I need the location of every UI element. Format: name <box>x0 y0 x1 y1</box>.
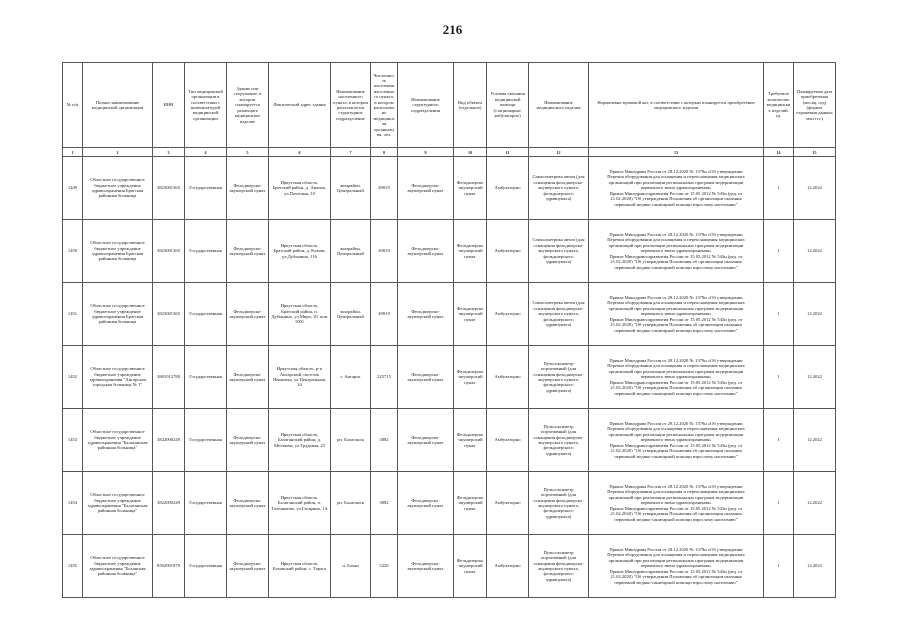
inn-cell: 3823001365 <box>153 157 185 220</box>
row-number: 1453 <box>63 409 83 472</box>
column-number: 7 <box>331 148 371 157</box>
address-cell: Иркутская область, Боханский район, с. Тараса <box>269 535 331 598</box>
table-row <box>63 157 836 220</box>
table-row <box>63 220 836 283</box>
legal-act-line: организаций при реализации региональных программ модернизации <box>608 368 744 374</box>
column-number: 8 <box>371 148 398 157</box>
legal-act-line: первичной медико-санитарной помощи взрослому населению" <box>614 516 738 522</box>
object-type: Фельдшерско-акушерский пункт <box>454 472 487 535</box>
column-number: 12 <box>529 148 589 157</box>
legal-act-line: 21.02.2020) "Об утверждении Положения об организации оказания <box>610 259 742 265</box>
legal-act-line: Приказ Минздравсоцразвития России от 15.05.2012 № 543н (ред. от <box>609 442 743 448</box>
population-cell: 49819 <box>371 157 398 220</box>
legal-act-line: организаций при реализации региональных программ модернизации <box>608 557 744 563</box>
legal-act-line: первичного звена здравоохранения» <box>640 500 712 506</box>
column-header: Численность населения населенного пункта, в котором расположено медицинская организация, чел. <box>371 63 398 148</box>
object-type: Фельдшерско-акушерский пункт <box>454 283 487 346</box>
header-row <box>63 63 836 148</box>
legal-act-line: 21.02.2020) "Об утверждении Положения об организации оказания <box>610 385 742 391</box>
population-cell: 49819 <box>371 220 398 283</box>
device-name: Пульсоксиметр портативный (для оснащения фельдшерско-акушерского пункта, фельдшерского здравпункта) <box>529 409 589 472</box>
org-type: Государственная <box>185 472 227 535</box>
legal-act-line: первичной медико-санитарной помощи взрослому населению" <box>614 264 738 270</box>
building-cell: Фельдшерско-акушерский пункт <box>227 220 269 283</box>
legal-act-line: первичного звена здравоохранения» <box>640 374 712 380</box>
page-number: 216 <box>442 22 463 37</box>
column-header: Наименование структурного подразделения <box>398 63 454 148</box>
legal-act-line: организаций при реализации региональных программ модернизации <box>608 179 744 185</box>
organization-name: Областное государственное бюджетное учреждение здравоохранения "Боханская районная больница" <box>83 535 153 598</box>
table-row <box>63 535 836 598</box>
legal-act <box>589 535 764 598</box>
building-cell: Фельдшерско-акушерский пункт <box>227 472 269 535</box>
legal-act-line: Перечня оборудования для оснащения и переоснащения медицинских <box>607 363 745 369</box>
column-number: 10 <box>454 148 487 157</box>
legal-act-line: Приказ Минздрава России от 28.12.2020 № 1379н «Об утверждении <box>609 421 743 427</box>
row-number: 1449 <box>63 157 83 220</box>
column-header: № п/п <box>63 63 83 148</box>
legal-act-line: первичной медико-санитарной помощи взрослому населению" <box>614 201 738 207</box>
unit-cell: Фельдшерско-акушерский пункт <box>398 409 454 472</box>
device-name: Пульсоксиметр портативный (для оснащения фельдшерско-акушерского пункта, фельдшерского здравпункта) <box>529 535 589 598</box>
device-name: Спиксометрика автом (для оснащения фельдшерско-акушерского пункта, фельдшерского здравпункта) <box>529 220 589 283</box>
table-body <box>63 157 836 598</box>
column-number: 9 <box>398 148 454 157</box>
org-type: Государственная <box>185 283 227 346</box>
settlement-cell: рп. Балаганск <box>331 472 371 535</box>
inn-cell: 3822000249 <box>153 472 185 535</box>
legal-act-line: Перечня оборудования для оснащения и переоснащения медицинских <box>607 237 745 243</box>
unit-cell: Фельдшерско-акушерский пункт <box>398 157 454 220</box>
organization-name: Областное государственное бюджетное учреждение здравоохранения Братская районная больница <box>83 220 153 283</box>
purchase-date: 12.2022 <box>794 535 836 598</box>
legal-act <box>589 283 764 346</box>
legal-act-line: Приказ Минздрава России от 28.12.2020 № 1379н «Об утверждении <box>609 547 743 553</box>
object-type: Фельдшерско-акушерский пункт <box>454 220 487 283</box>
legal-act-line: первичного звена здравоохранения» <box>640 437 712 443</box>
column-header: Здание или сооружение, в котором планируется размещать медицинское изделие <box>227 63 269 148</box>
purchase-date: 12.2022 <box>794 472 836 535</box>
building-cell: Фельдшерско-акушерский пункт <box>227 409 269 472</box>
column-number: 13 <box>589 148 764 157</box>
column-header: ИНН <box>153 63 185 148</box>
quantity-cell: 1 <box>764 535 794 598</box>
unit-cell: Фельдшерско-акушерский пункт <box>398 220 454 283</box>
column-number: 4 <box>185 148 227 157</box>
building-cell: Фельдшерско-акушерский пункт <box>227 346 269 409</box>
legal-act-line: Перечня оборудования для оснащения и переоснащения медицинских <box>607 489 745 495</box>
org-type: Государственная <box>185 157 227 220</box>
legal-act-line: Приказ Минздравсоцразвития России от 15.05.2012 № 543н (ред. от <box>609 379 743 385</box>
column-number: 14 <box>764 148 794 157</box>
legal-act-line: Перечня оборудования для оснащения и переоснащения медицинских <box>607 426 745 432</box>
table-row <box>63 472 836 535</box>
legal-act-line: первичного звена здравоохранения» <box>640 185 712 191</box>
column-number: 5 <box>227 148 269 157</box>
device-name: Спиксометрика автом (для оснащения фельдшерско-акушерского пункта, фельдшерского здравпункта) <box>529 283 589 346</box>
legal-act-line: первичной медико-санитарной помощи взрослому населению" <box>614 390 738 396</box>
column-number: 6 <box>269 148 331 157</box>
care-conditions: Амбулаторно <box>487 220 529 283</box>
table-row <box>63 409 836 472</box>
unit-cell: Фельдшерско-акушерский пункт <box>398 283 454 346</box>
quantity-cell: 1 <box>764 283 794 346</box>
device-name: Спиксометрика автом (для оснащения фельдшерско-акушерского пункта, фельдшерского здравпункта) <box>529 157 589 220</box>
quantity-cell: 1 <box>764 346 794 409</box>
purchase-date: 12.2022 <box>794 157 836 220</box>
column-header: Фактический адрес здания <box>269 63 331 148</box>
purchase-date: 12.2022 <box>794 283 836 346</box>
legal-act-line: 21.02.2020) "Об утверждении Положения об организации оказания <box>610 574 742 580</box>
column-number: 2 <box>83 148 153 157</box>
legal-act <box>589 409 764 472</box>
population-cell: 49819 <box>371 283 398 346</box>
legal-act-line: первичной медико-санитарной помощи взрослому населению" <box>614 579 738 585</box>
legal-act-line: Приказ Минздрава России от 28.12.2020 № 1379н «Об утверждении <box>609 295 743 301</box>
column-number: 1 <box>63 148 83 157</box>
legal-act-line: 21.02.2020) "Об утверждении Положения об организации оказания <box>610 322 742 328</box>
legal-act-line: первичной медико-санитарной помощи взрослому населению" <box>614 327 738 333</box>
column-number: 3 <box>153 148 185 157</box>
column-header: Планируемая дата приобретения (месяц, год) (формат отражения данных мм.гггг.) <box>794 63 836 148</box>
row-number: 1451 <box>63 283 83 346</box>
legal-act-line: организаций при реализации региональных программ модернизации <box>608 431 744 437</box>
org-type: Государственная <box>185 220 227 283</box>
care-conditions: Амбулаторно <box>487 535 529 598</box>
legal-act <box>589 346 764 409</box>
building-cell: Фельдшерско-акушерский пункт <box>227 535 269 598</box>
device-name: Пульсоксиметр портативный (для оснащения фельдшерско-акушерского пункта, фельдшерского здравпункта) <box>529 346 589 409</box>
settlement-cell: г. Ангарск <box>331 346 371 409</box>
organization-name: Областное государственное бюджетное учреждение здравоохранения Братская районная больница <box>83 157 153 220</box>
legal-act-line: Перечня оборудования для оснащения и переоснащения медицинских <box>607 552 745 558</box>
column-number: 11 <box>487 148 529 157</box>
care-conditions: Амбулаторно <box>487 472 529 535</box>
legal-act-line: организаций при реализации региональных программ модернизации <box>608 494 744 500</box>
legal-act-line: Приказ Минздрава России от 28.12.2020 № 1379н «Об утверждении <box>609 169 743 175</box>
address-cell: Иркутская область, Братский район, д. Анчиль, ул.Почтовая, 10 <box>269 157 331 220</box>
inn-cell: 3801012780 <box>153 346 185 409</box>
purchase-date: 12.2022 <box>794 220 836 283</box>
quantity-cell: 1 <box>764 472 794 535</box>
legal-act-line: первичного звена здравоохранения» <box>640 311 712 317</box>
object-type: Фельдшерско-акушерский пункт <box>454 535 487 598</box>
org-type: Государственная <box>185 535 227 598</box>
population-cell: 3882 <box>371 409 398 472</box>
object-type: Фельдшерско-акушерский пункт <box>454 157 487 220</box>
column-number-row <box>63 148 836 157</box>
legal-act-line: Приказ Минздравсоцразвития России от 15.05.2012 № 543н (ред. от <box>609 505 743 511</box>
column-header: Наименование населенного пункта, в котором располагается структурное подразделение <box>331 63 371 148</box>
org-type: Государственная <box>185 409 227 472</box>
column-header: Полное наименование медицинской организации <box>83 63 153 148</box>
address-cell: Иркутская область, Балаганский район, п. Тальниково, ул.Гагарина, 1А <box>269 472 331 535</box>
legal-act-line: Перечня оборудования для оснащения и переоснащения медицинских <box>607 300 745 306</box>
settlement-cell: рп. Балаганск <box>331 409 371 472</box>
inn-cell: 8502001870 <box>153 535 185 598</box>
row-number: 1450 <box>63 220 83 283</box>
quantity-cell: 1 <box>764 409 794 472</box>
unit-cell: Фельдшерско-акушерский пункт <box>398 472 454 535</box>
legal-act-line: Приказ Минздрава России от 28.12.2020 № 1379н «Об утверждении <box>609 358 743 364</box>
legal-act-line: Приказ Минздравсоцразвития России от 15.05.2012 № 543н (ред. от <box>609 190 743 196</box>
population-cell: 5220 <box>371 535 398 598</box>
column-header: Требуемое количество медицинских изделий, ед. <box>764 63 794 148</box>
settlement-cell: жилрайон. Центральный <box>331 157 371 220</box>
object-type: Фельдшерско-акушерский пункт <box>454 409 487 472</box>
legal-act-line: первичного звена здравоохранения» <box>640 248 712 254</box>
settlement-cell: п. Бохан <box>331 535 371 598</box>
column-header: Вид объекта (отдельное) <box>454 63 487 148</box>
legal-act-line: Приказ Минздравсоцразвития России от 15.05.2012 № 543н (ред. от <box>609 253 743 259</box>
org-type: Государственная <box>185 346 227 409</box>
unit-cell: Фельдшерско-акушерский пункт <box>398 535 454 598</box>
unit-cell: Фельдшерско-акушерский пункт <box>398 346 454 409</box>
inn-cell: 3823001365 <box>153 220 185 283</box>
column-number: 15 <box>794 148 836 157</box>
organization-name: Областное государственное бюджетное учреждение здравоохранения "Балаганская районная больница" <box>83 409 153 472</box>
population-cell: 3882 <box>371 472 398 535</box>
organization-name: Областное государственное бюджетное учреждение здравоохранения Братская районная больница <box>83 283 153 346</box>
care-conditions: Амбулаторно <box>487 283 529 346</box>
organization-name: Областное государственное бюджетное учреждение здравоохранения "Балаганская районная больница" <box>83 472 153 535</box>
legal-act <box>589 157 764 220</box>
table-row <box>63 346 836 409</box>
legal-act-line: организаций при реализации региональных программ модернизации <box>608 242 744 248</box>
legal-act-line: первичной медико-санитарной помощи взрослому населению" <box>614 453 738 459</box>
address-cell: Иркутская область, Братский район, п. Дубынино, ул.Мира, 10, пом 1001 <box>269 283 331 346</box>
legal-act <box>589 472 764 535</box>
legal-act-line: Приказ Минздрава России от 28.12.2020 № 1379н «Об утверждении <box>609 232 743 238</box>
legal-act-line: Приказ Минздравсоцразвития России от 15.05.2012 № 543н (ред. от <box>609 568 743 574</box>
address-cell: Иркутская область, р-п Ангарский, поселок Ивановка, ул.Центральная, 24 <box>269 346 331 409</box>
legal-act-line: первичного звена здравоохранения» <box>640 563 712 569</box>
building-cell: Фельдшерско-акушерский пункт <box>227 283 269 346</box>
organization-name: Областное государственное бюджетное учреждение здравоохранения "Ангарская городская больница № 1" <box>83 346 153 409</box>
row-number: 1454 <box>63 472 83 535</box>
legal-act <box>589 220 764 283</box>
column-header: Тип медицинской организации в соответствии с номенклатурой медицинской организации <box>185 63 227 148</box>
equipment-table <box>62 62 836 598</box>
care-conditions: Амбулаторно <box>487 409 529 472</box>
legal-act-line: Приказ Минздрава России от 28.12.2020 № 1379н «Об утверждении <box>609 484 743 490</box>
object-type: Фельдшерско-акушерский пункт <box>454 346 487 409</box>
purchase-date: 12.2022 <box>794 409 836 472</box>
row-number: 1455 <box>63 535 83 598</box>
quantity-cell: 1 <box>764 220 794 283</box>
care-conditions: Амбулаторно <box>487 157 529 220</box>
column-header: Нормативно-правовой акт, в соответствии с которым планируется приобретение медицинского изделия <box>589 63 764 148</box>
population-cell: 225715 <box>371 346 398 409</box>
legal-act-line: организаций при реализации региональных программ модернизации <box>608 305 744 311</box>
legal-act-line: 21.02.2020) "Об утверждении Положения об организации оказания <box>610 196 742 202</box>
legal-act-line: 21.02.2020) "Об утверждении Положения об организации оказания <box>610 511 742 517</box>
table-row <box>63 283 836 346</box>
legal-act-line: 21.02.2020) "Об утверждении Положения об организации оказания <box>610 448 742 454</box>
settlement-cell: жилрайон. Центральный <box>331 220 371 283</box>
purchase-date: 12.2022 <box>794 346 836 409</box>
building-cell: Фельдшерско-акушерский пункт <box>227 157 269 220</box>
legal-act-line: Перечня оборудования для оснащения и переоснащения медицинских <box>607 174 745 180</box>
quantity-cell: 1 <box>764 157 794 220</box>
address-cell: Иркутская область, Братский район, д. Ключи, ул.Дубынина, 116 <box>269 220 331 283</box>
device-name: Пульсоксиметр портативный (для оснащения фельдшерско-акушерского пункта, фельдшерского здравпункта) <box>529 472 589 535</box>
column-header: Условия оказания медицинской помощи (стационарно/амбулаторно) <box>487 63 529 148</box>
row-number: 1452 <box>63 346 83 409</box>
inn-cell: 3823001365 <box>153 283 185 346</box>
column-header: Наименование медицинского изделия <box>529 63 589 148</box>
care-conditions: Амбулаторно <box>487 346 529 409</box>
settlement-cell: жилрайон. Центральный <box>331 283 371 346</box>
legal-act-line: Приказ Минздравсоцразвития России от 15.05.2012 № 543н (ред. от <box>609 316 743 322</box>
address-cell: Иркутская область, Балаганский район, д. Метляева, ул.Трудовая, 25 <box>269 409 331 472</box>
inn-cell: 3822000249 <box>153 409 185 472</box>
